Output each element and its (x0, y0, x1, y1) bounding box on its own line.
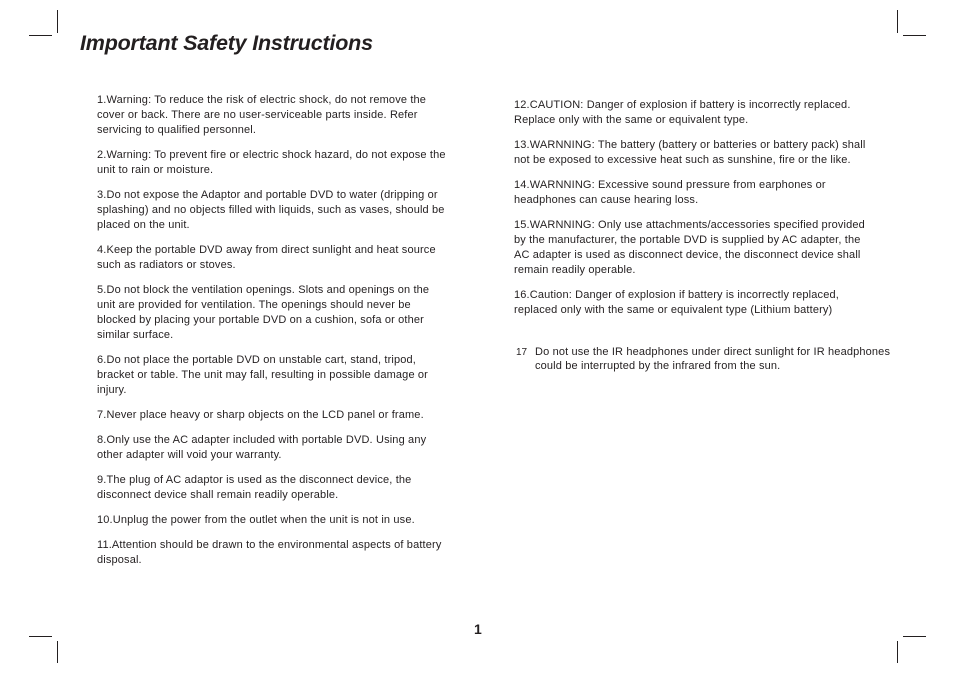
safety-item-5: 5.Do not block the ventilation openings. Slots and openings on the unit are provided for ventilation. The openings should never be blocked by placing your portable DVD on a cushion, sofa or other similar surface. (97, 284, 430, 341)
crop-mark-br-v (897, 641, 898, 663)
safety-item-12: 12.CAUTION: Danger of explosion if battery is incorrectly replaced. Replace only with the same or equivalent type. (514, 99, 851, 126)
safety-item-2: 2.Warning: To prevent fire or electric shock hazard, do not expose the unit to rain or moisture. (97, 149, 446, 176)
crop-mark-tr-h (903, 35, 926, 36)
crop-mark-tl-v (57, 10, 58, 33)
left-column (97, 93, 449, 568)
safety-item-13: 13.WARNNING: The battery (battery or batteries or battery pack) shall not be exposed to excessive heat such as sunshine, fire or the like. (514, 139, 866, 166)
safety-item-11: 11.Attention should be drawn to the environmental aspects of battery disposal. (97, 539, 442, 566)
safety-item-9: 9.The plug of AC adaptor is used as the disconnect device, the disconnect device shall remain readily operable. (97, 474, 412, 501)
crop-mark-tr-v (897, 10, 898, 33)
crop-mark-br-h (903, 636, 926, 637)
page-title: Important Safety Instructions (80, 31, 373, 55)
safety-item-8: 8.Only use the AC adapter included with portable DVD. Using any other adapter will void your warranty. (97, 434, 427, 461)
safety-item-14: 14.WARNNING: Excessive sound pressure from earphones or headphones can cause hearing loss. (514, 179, 826, 206)
right-column (514, 98, 872, 318)
safety-item-16: 16.Caution: Danger of explosion if battery is incorrectly replaced, replaced only with the same or equivalent type (Lithium battery) (514, 289, 839, 316)
safety-item-4: 4.Keep the portable DVD away from direct sunlight and heat source such as radiators or stoves. (97, 244, 436, 271)
crop-mark-tl-h (29, 35, 52, 36)
page-number: 1 (474, 621, 482, 637)
safety-item-1: 1.Warning: To reduce the risk of electric shock, do not remove the cover or back. There are no user-serviceable parts inside. Refer servicing to qualified personnel. (97, 94, 427, 136)
safety-item-7: 7.Never place heavy or sharp objects on the LCD panel or frame. (97, 409, 424, 421)
safety-item-17-text: Do not use the IR headphones under direct sunlight for IR headphones could be interrupted by the infrared from the sun. (535, 346, 891, 372)
safety-item-15: 15.WARNNING: Only use attachments/accessories specified provided by the manufacturer, the portable DVD is supplied by AC adapter, the AC adapter is used as disconnect device, the disconnect device shall remain readily operable. (514, 219, 865, 276)
crop-mark-bl-h (29, 636, 52, 637)
safety-item-17-number: 17 (516, 347, 528, 358)
safety-item-10: 10.Unplug the power from the outlet when the unit is not in use. (97, 514, 415, 526)
safety-item-6: 6.Do not place the portable DVD on unstable cart, stand, tripod, bracket or table. The unit may fall, resulting in possible damage or injury. (97, 354, 428, 396)
safety-item-3: 3.Do not expose the Adaptor and portable DVD to water (dripping or splashing) and no objects filled with liquids, such as vases, should be placed on the unit. (97, 189, 445, 231)
crop-mark-bl-v (57, 641, 58, 663)
